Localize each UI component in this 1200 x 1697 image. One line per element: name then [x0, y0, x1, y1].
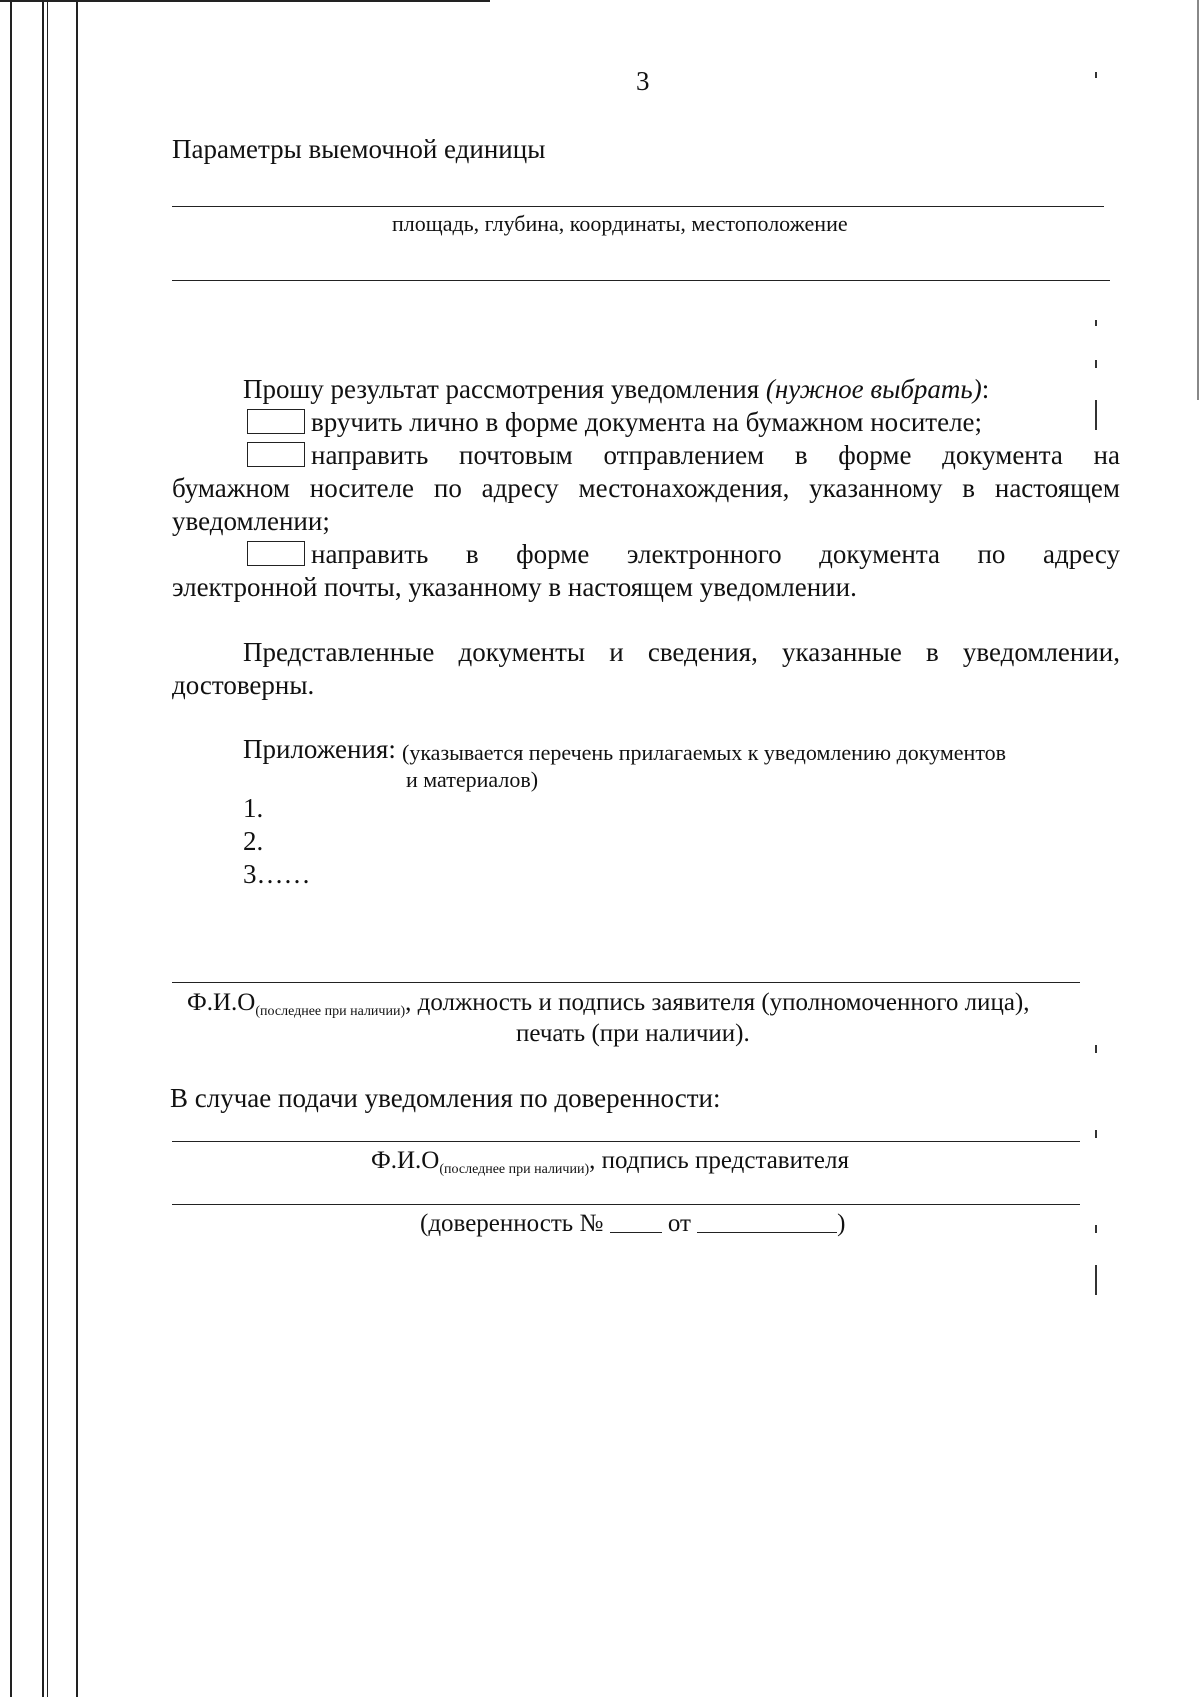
- proxy-doc-open: (доверенность №: [420, 1210, 604, 1237]
- scan-edge-line: [1197, 0, 1199, 400]
- scan-dot: [1095, 1130, 1097, 1138]
- declaration-line-2: достоверны.: [172, 670, 315, 700]
- option-personal-label: вручить лично в форме документа на бумажном носителе;: [311, 407, 983, 437]
- scan-edge-line: [42, 0, 44, 1697]
- declaration-line-1: Представленные документы и сведения, указанные в уведомлении,: [243, 637, 1120, 667]
- proxy-doc-from: от: [667, 1210, 691, 1237]
- proxy-doc-close: ): [837, 1210, 846, 1237]
- request-intro: Прошу результат рассмотрения уведомления: [243, 374, 760, 404]
- scan-dot: [1095, 360, 1097, 368]
- request-intro-italic: (нужное выбрать): [765, 374, 982, 404]
- scan-edge-line: [0, 0, 490, 2]
- signature-caption: [187, 989, 1030, 1020]
- signature-fio: Ф.И.О: [187, 989, 256, 1016]
- option-email-checkbox[interactable]: [247, 541, 305, 566]
- scan-dot: [1095, 1045, 1097, 1053]
- params-title: Параметры выемочной единицы: [172, 134, 546, 164]
- proxy-doc-caption: [420, 1210, 846, 1238]
- option-personal-checkbox[interactable]: [247, 409, 305, 434]
- request-block: [172, 373, 1120, 604]
- proxy-rest: , подпись представителя: [589, 1147, 849, 1174]
- proxy-fio-line: [172, 1141, 1080, 1142]
- proxy-doc-number-blank[interactable]: [610, 1231, 662, 1233]
- attachment-item: 3……: [243, 859, 311, 889]
- params-caption: площадь, глубина, координаты, местоположение: [392, 211, 848, 236]
- proxy-doc-line: [172, 1204, 1080, 1205]
- scan-dot: [1095, 1225, 1097, 1233]
- scan-dot: [1095, 1265, 1097, 1295]
- option-post-label-cont: бумажном носителе по адресу местонахождения, указанному в настоящем: [172, 473, 1120, 503]
- scan-dot: [1095, 72, 1097, 78]
- attachment-item: 2.: [243, 826, 264, 856]
- scan-dot: [1095, 320, 1097, 326]
- page-number: 3: [636, 66, 650, 96]
- request-intro-end: :: [981, 374, 990, 404]
- proxy-fio: Ф.И.О: [371, 1147, 440, 1174]
- signature-fio-note: (последнее при наличии): [255, 1004, 406, 1019]
- proxy-fio-caption: [371, 1147, 849, 1178]
- declaration: [172, 636, 1120, 702]
- scan-edge-line: [47, 0, 48, 1697]
- option-email-label: направить в форме электронного документа по адресу: [311, 539, 1120, 569]
- scan-edge-line: [10, 0, 12, 1697]
- attachment-item: 1.: [243, 793, 264, 823]
- scan-edge-line: [76, 0, 78, 1697]
- option-post-label-end: уведомлении;: [172, 506, 330, 536]
- signature-rest: , должность и подпись заявителя (уполномоченного лица),: [405, 989, 1030, 1016]
- params-line-2: [172, 280, 1110, 281]
- attachments-note-1: (указывается перечень прилагаемых к уведомлению документов: [402, 740, 1007, 765]
- signature-caption-2: печать (при наличии).: [516, 1020, 750, 1047]
- option-post-label: направить почтовым отправлением в форме документа на: [311, 440, 1120, 470]
- proxy-heading: В случае подачи уведомления по доверенности:: [170, 1083, 721, 1113]
- attachments-label: Приложения:: [243, 734, 396, 764]
- proxy-doc-date-blank[interactable]: [697, 1231, 837, 1233]
- params-line-1: [172, 206, 1104, 207]
- attachments-note-2: и материалов): [406, 767, 539, 792]
- signature-line: [172, 982, 1080, 983]
- option-post-checkbox[interactable]: [247, 442, 305, 467]
- option-email-label-cont: электронной почты, указанному в настоящем уведомлении.: [172, 572, 857, 602]
- proxy-fio-note: (последнее при наличии): [439, 1162, 590, 1177]
